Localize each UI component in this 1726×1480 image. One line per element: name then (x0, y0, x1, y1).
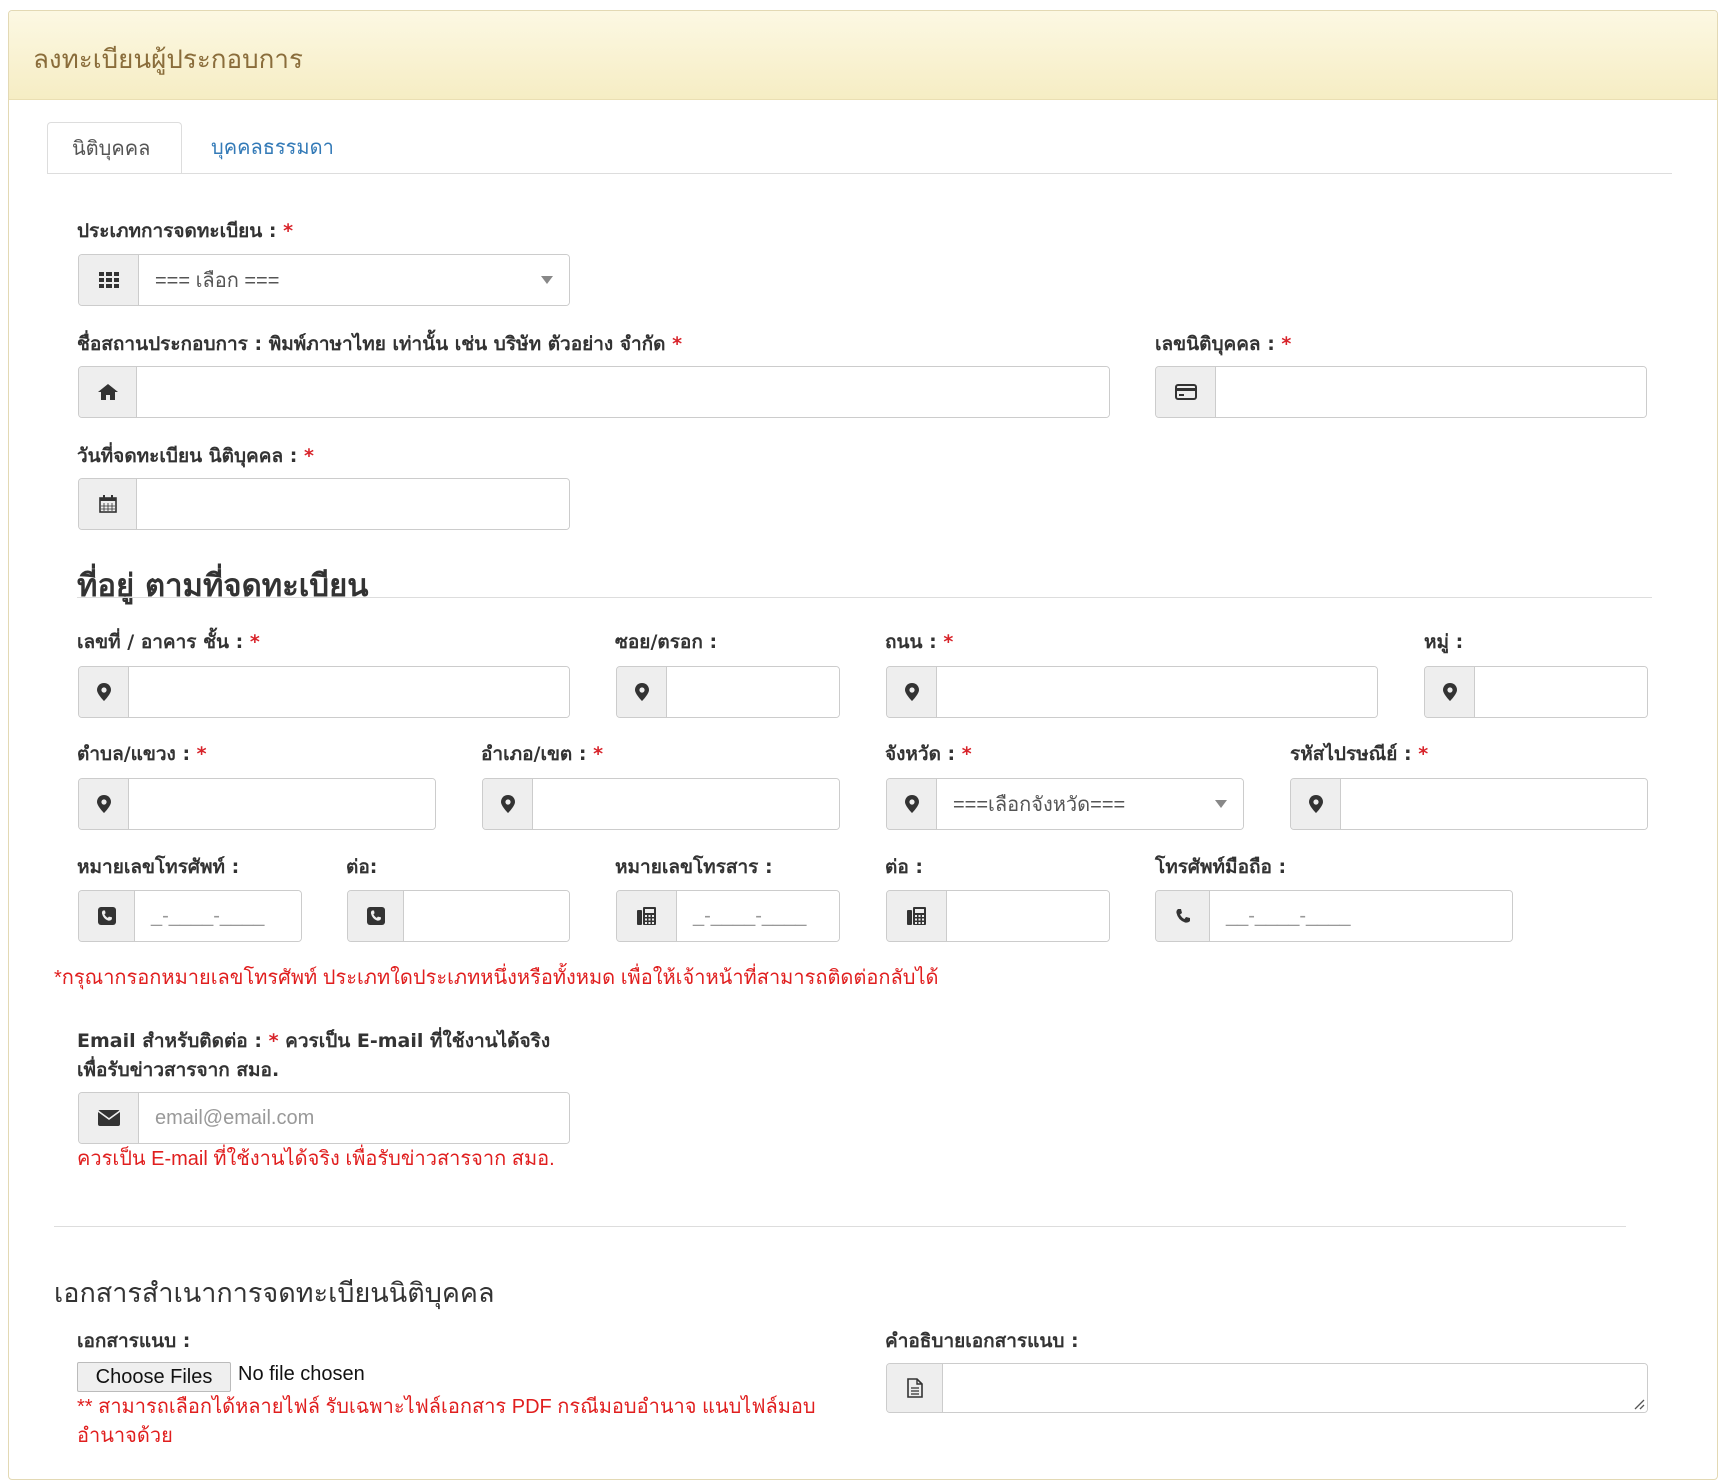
phone-input[interactable]: _-____-____ (135, 891, 301, 941)
attachment-label: เอกสารแนบ : (77, 1330, 191, 1352)
grid-icon (79, 255, 139, 305)
chevron-down-icon (1215, 800, 1227, 808)
reg-type-label: ประเภทการจดทะเบียน : * (77, 220, 294, 242)
soi-field[interactable] (616, 666, 840, 718)
phone-ext-label: ต่อ: (346, 856, 378, 878)
map-marker-icon (483, 779, 533, 829)
mobile-field[interactable] (1155, 890, 1513, 942)
map-marker-icon (617, 667, 667, 717)
mobile-label: โทรศัพท์มือถือ : (1155, 856, 1287, 878)
phone-square-icon (79, 891, 135, 941)
moo-field[interactable] (1424, 666, 1648, 718)
email-note: ควรเป็น E-mail ที่ใช้งานได้จริง เพื่อรับข่าวสารจาก สมอ. (77, 1148, 555, 1170)
attachment-desc-label: คำอธิบายเอกสารแนบ : (885, 1330, 1079, 1352)
home-icon (79, 367, 137, 417)
choose-files-button[interactable]: Choose Files (77, 1362, 231, 1392)
district-label: อำเภอ/เขต : * (481, 743, 604, 765)
juristic-id-input[interactable] (1216, 367, 1646, 417)
tab-juristic[interactable]: นิติบุคคล (47, 122, 182, 174)
attachment-desc-field[interactable] (886, 1363, 1648, 1413)
soi-input[interactable] (667, 667, 839, 717)
address-divider (77, 597, 1652, 598)
business-name-label: ชื่อสถานประกอบการ : พิมพ์ภาษาไทย เท่านั้น เช่น บริษัท ตัวอย่าง จำกัด * (77, 333, 683, 355)
phone-ext-input[interactable] (404, 891, 569, 941)
fax-label: หมายเลขโทรสาร : (615, 856, 773, 878)
reg-date-input[interactable] (137, 479, 569, 529)
panel-title: ลงทะเบียนผู้ประกอบการ (33, 45, 303, 75)
email-input[interactable]: email@email.com (139, 1093, 569, 1143)
reg-date-label: วันที่จดทะเบียน นิติบุคคล : * (77, 445, 314, 467)
attachment-desc-input[interactable] (943, 1364, 1647, 1412)
email-label: Email สำหรับติดต่อ : * ควรเป็น E-mail ที่ใช้งานได้จริง เพื่อรับข่าวสารจาก สมอ. (77, 1030, 551, 1081)
moo-input[interactable] (1475, 667, 1647, 717)
province-value[interactable]: ===เลือกจังหวัด=== (937, 779, 1243, 829)
reg-type-select[interactable] (78, 254, 570, 306)
tab-individual[interactable]: บุคคลธรรมดา (211, 135, 334, 159)
phone-field[interactable] (78, 890, 302, 942)
mobile-input[interactable]: __-____-____ (1210, 891, 1512, 941)
district-input[interactable] (533, 779, 839, 829)
map-marker-icon (887, 779, 937, 829)
phone-icon (1156, 891, 1210, 941)
map-marker-icon (1291, 779, 1341, 829)
fax-ext-field[interactable] (886, 890, 1110, 942)
business-name-input[interactable] (137, 367, 1109, 417)
map-marker-icon (887, 667, 937, 717)
map-marker-icon (1425, 667, 1475, 717)
subdistrict-field[interactable] (78, 778, 436, 830)
credit-card-icon (1156, 367, 1216, 417)
road-label: ถนน : * (885, 631, 954, 653)
fax-input[interactable]: _-____-____ (677, 891, 839, 941)
province-select[interactable] (886, 778, 1244, 830)
province-label: จังหวัด : * (885, 743, 972, 765)
envelope-icon (79, 1093, 139, 1143)
chevron-down-icon (541, 276, 553, 284)
house-no-field[interactable] (78, 666, 570, 718)
file-text-icon (887, 1364, 943, 1412)
house-no-input[interactable] (129, 667, 569, 717)
phone-ext-field[interactable] (347, 890, 570, 942)
phone-square-icon (348, 891, 404, 941)
subdistrict-input[interactable] (129, 779, 435, 829)
attachment-note: ** สามารถเลือกได้หลายไฟล์ รับเฉพาะไฟล์เอกสาร PDF กรณีมอบอำนาจ แนบไฟล์มอบ อำนาจด้วย (77, 1396, 816, 1447)
calendar-icon (79, 479, 137, 529)
address-heading: ที่อยู่ ตามที่จดทะเบียน (77, 568, 369, 604)
map-marker-icon (79, 779, 129, 829)
reg-type-value[interactable]: === เลือก === (139, 255, 569, 305)
phone-note: *กรุณากรอกหมายเลขโทรศัพท์ ประเภทใดประเภทหนึ่งหรือทั้งหมด เพื่อให้เจ้าหน้าที่สามารถติดต่อกลับได้ (54, 967, 939, 989)
fax-icon (617, 891, 677, 941)
soi-label: ซอย/ตรอก : (615, 631, 718, 653)
juristic-id-label: เลขนิติบุคคล : * (1155, 333, 1292, 355)
house-no-label: เลขที่ / อาคาร ชั้น : * (77, 631, 260, 653)
fax-icon (887, 891, 947, 941)
docs-section-title: เอกสารสำเนาการจดทะเบียนนิติบุคคล (54, 1278, 495, 1309)
juristic-id-field[interactable] (1155, 366, 1647, 418)
section-divider (54, 1226, 1626, 1227)
phone-label: หมายเลขโทรศัพท์ : (77, 856, 240, 878)
panel-heading (9, 11, 1717, 100)
postcode-label: รหัสไปรษณีย์ : * (1290, 743, 1429, 765)
reg-date-field[interactable] (78, 478, 570, 530)
file-status: No file chosen (238, 1363, 365, 1385)
postcode-field[interactable] (1290, 778, 1648, 830)
fax-field[interactable] (616, 890, 840, 942)
fax-ext-label: ต่อ : (885, 856, 923, 878)
email-field[interactable] (78, 1092, 570, 1144)
fax-ext-input[interactable] (947, 891, 1109, 941)
district-field[interactable] (482, 778, 840, 830)
moo-label: หมู่ : (1424, 631, 1464, 653)
road-input[interactable] (937, 667, 1377, 717)
map-marker-icon (79, 667, 129, 717)
business-name-field[interactable] (78, 366, 1110, 418)
subdistrict-label: ตำบล/แขวง : * (77, 743, 207, 765)
tabs-divider (47, 173, 1672, 174)
road-field[interactable] (886, 666, 1378, 718)
postcode-input[interactable] (1341, 779, 1647, 829)
resize-handle-icon[interactable] (1631, 1396, 1645, 1410)
